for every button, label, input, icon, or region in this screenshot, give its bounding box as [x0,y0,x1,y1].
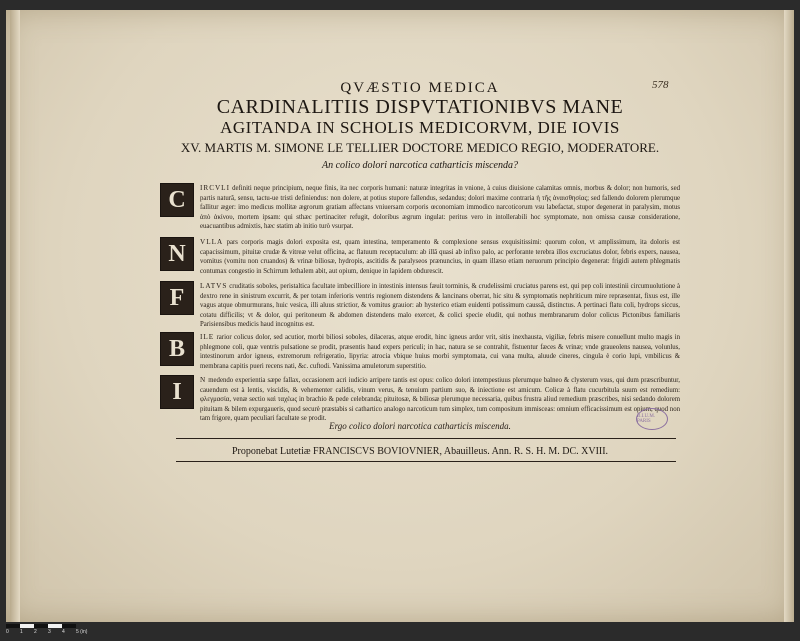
paragraph-lead: VLLA [200,238,224,246]
scale-segment [6,624,20,628]
scale-segment [34,624,48,628]
paragraph-text: cruditatis soboles, peristaltica facultate imbecilliore in intestinis intensus fæuit torminis, & crudelissimi cruciatus parens est, qui pep coli intestinii circumuolutione à dextro rene in sinistrum excurrit, & per totam inferioris ventris regionem distendens & lancinans oberrat, hic situ & symptomatis nephriticum mire repræsentat, fixus est, ille vagus atque obmurmurans, huic vesica, illi aluus strictior, & vomitus grauior: ab hysterico etiam euidenti potissimum caussâ, distinctus. A pertinaci flatu coli, hydrops siccus, cotatu difficilis; vt & dolor, qui peritoneum & abdomen distendens malo exercet, & colici specie eludit, qui nothus membranarum dolor colicus Pictonibus familiaris Parisiensibus medicis haud incognitus est. [200,283,680,328]
scale-label: 2 [34,629,37,635]
paragraph-text: medendo experientia sæpe fallax, occasionem acri iudicio arripere tantis est opus: colico dolori intempestiuus plerumque balneo & clysterum vsus, qui dum præscribuntur, cauendum est à lentis, viscidis, & vehementer calidis, vinum verus, & tenuium partium suo, & iniectione est amicum. Colicæ à flatu cucurbitula suum est remedium: φλεγμασία, venæ sectio καὶ ταχέως in brachio & pede celebranda; pituitosæ, & biliosæ plerumque necessaria, quibus frustra aliud remedium præscribes, nisi sedando dolorem pituitam & bilem expurgaueris, quod securè præstabis si cathartico analogo narcoticum tum simplex, tum compositum immisceas: omnium efficacissimum est opium, quod non tam frigore, quam peculiari facultate se prodit. [200,377,680,422]
imprint-line: Proponebat Lutetiæ FRANCISCVS BOVIOVNIER, Abauilleus. Ann. R. S. H. M. DC. XVIII. [231,446,609,457]
paragraph-1 [200,184,680,232]
paragraph-lead: LATVS [200,282,228,290]
scale-segment [48,624,62,628]
binding-fold-left [10,10,20,622]
drop-cap-initial: I [160,375,194,409]
top-rule-divider [176,438,676,439]
paragraph-3 [200,282,680,330]
heading-line-4: XV. MARTIS M. SIMONE LE TELLIER DOCTORE MEDICO REGIO, MODERATORE. [180,140,660,155]
scale-label: 5 (in) [76,629,88,635]
conclusion-line: Ergo colico dolori narcotica catharticis miscenda. [329,421,511,431]
paragraph-lead: IRCVLI [200,184,230,192]
paragraph-2 [200,238,680,276]
paragraph-lead: ILE [200,333,215,341]
paragraph-text: rarior colicus dolor, sed acutior, morbi biliosi soboles, dilaceras, atque erodit, hinc igneus ardor vrit, sitis inexhausta, vigiliæ, febris misere conuellunt multo magis in phlegmone coli, quæ ventris pulsatione se prodit, præsentis haud expers periculi; in hac, natura se se contrahit, fistuentur fæces & vrinæ; vnde graueolens nausea, volunlus, intestinorum ardor igneus, extremorum refrigeratio, lipyria: atrocia vbique huius morbi symptomata, cui vana multa, aluude cineres, cingula è corio lupi, vmbilicus & membrana capitis pueri recens nati, &c. cuftodi. Vanissima amuletorum superstitio. [200,334,681,370]
heading-line-2: CARDINALITIIS DISPVTATIONIBVS MANE [216,96,624,118]
scale-label: 1 [20,629,23,635]
library-stamp: B.I.U.M. PARIS [636,408,668,430]
paragraph-text: pars corporis magis dolori exposita est, quam intestina, temperamento & complexione sensus exquisitissimi: quorum colon, vt amplissimum, ita doloris est capacissimum, pituitæ crudæ & vitreæ velut officina, ac flatuum receptaculum: ab illâ quasi ab infixo palo, ac perforante terebra illos excruciatus dolor, febris expers, nausea, vomitus (vomitu non cruandos) & vrinæ biliosæ, hydropis, ascitidis & paralyseos prænuncius, in quam illæso etiam neruorum principio degenerat: frigidi autem phlegmatis contumax congestio in Schirrum lethalem abit, aut opium, denique in lapidem obdurescit. [200,239,680,275]
heading-line-1: QVÆSTIO MEDICA [340,80,500,96]
drop-cap-initial: B [160,332,194,366]
scale-segment [20,624,34,628]
heading-line-3: AGITANDA IN SCHOLIS MEDICORVM, DIE IOVIS [220,118,620,137]
bottom-rule-divider [176,461,676,462]
scale-label: 0 [6,629,9,635]
paragraph-lead: N [200,376,207,384]
drop-cap-initial: N [160,237,194,271]
scale-label: 4 [62,629,65,635]
drop-cap-initial: F [160,281,194,315]
folio-number: 578 [652,79,669,91]
question-line: An colico dolori narcotica catharticis miscenda? [322,160,518,171]
measurement-scale [6,624,96,638]
paragraph-text: definiti neque principium, neque finis, ita nec corporis humani: naturæ integritas in vnione, à cuius diuisione calamitas omnis, morbus & dolor; non humoris, sed partis naturâ, sensu, tactu-ue tristi definiendus: non dolere, at potius stupore fallendus, sedandus; dolori maxime contraria ἡ τῆς ἀναισθησίας; sed fallendo dolorem plerumque fallitur æger: imo medicus mollitæ ægrorum gratiam affectans vniuersam corporis œconomiam immodico narcoticorum vsu labefactat, stupor degenerat in paralysim, motus ἀπὸ ἀκίνου, mortem ipsam: qui sthæc pertinaciter refugit, doloribus ægrum ingulat: peritus vero in intollerabili hoc symptomate, non omissa causæ consideratione, euacuantibus admixtis, hæc statim ab initio turò vsurpat. [200,185,680,230]
scale-segment [62,624,76,628]
binding-fold-right [784,10,794,622]
paragraph-4 [200,333,680,381]
scale-label: 3 [48,629,51,635]
drop-cap-initial: C [160,183,194,217]
